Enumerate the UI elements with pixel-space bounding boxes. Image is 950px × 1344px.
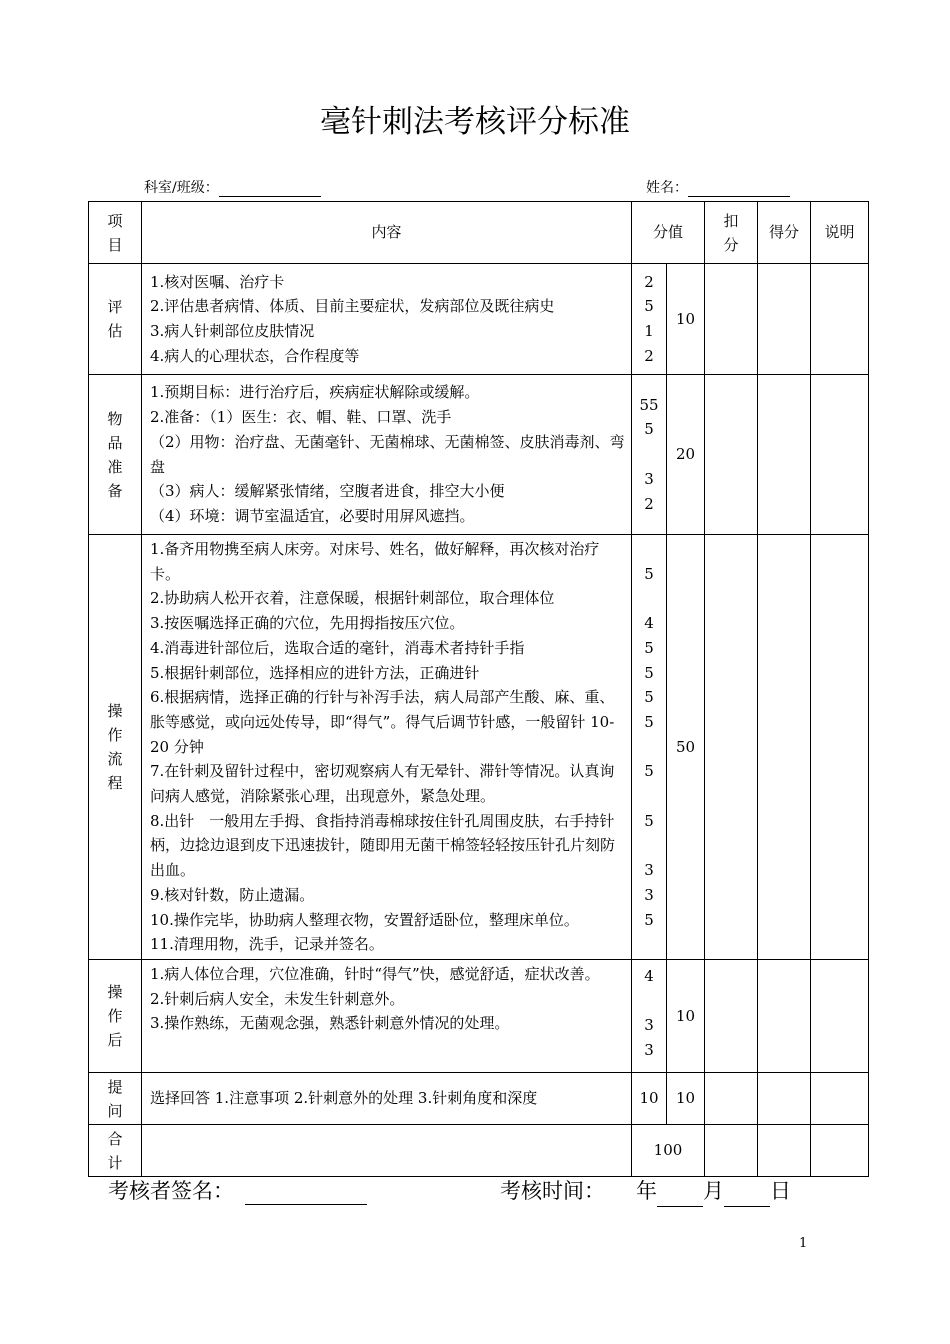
subscore-cell — [632, 535, 667, 960]
score-cell — [758, 375, 811, 535]
content-item: 2.针刺后病人安全，未发生针刺意外。 — [150, 989, 405, 1008]
page-title: 毫针刺法考核评分标准 — [320, 104, 630, 140]
subscore: 5 — [644, 712, 654, 731]
page-number: 1 — [799, 1236, 808, 1251]
content-item: 3.按医嘱选择正确的穴位，先用拇指按压穴位。 — [150, 614, 465, 633]
subscore — [632, 989, 666, 1014]
subscore-cell — [632, 264, 667, 375]
subscore — [632, 442, 666, 467]
name-field — [646, 177, 790, 197]
subscore: 3 — [644, 1041, 654, 1060]
note-cell — [811, 1125, 869, 1177]
score-cell — [758, 264, 811, 375]
subscore: 5 — [644, 910, 654, 929]
content-cell — [142, 375, 632, 535]
day-blank — [724, 1206, 770, 1207]
subscore — [632, 586, 666, 611]
subscore: 55 — [639, 395, 659, 414]
subscore: 5 — [644, 762, 654, 781]
score-cell — [758, 535, 811, 960]
content-item: 5.根据针刺部位，选择相应的进针方法，正确进针 — [150, 663, 480, 682]
content-item: 3.操作熟练，无菌观念强，熟悉针刺意外情况的处理。 — [150, 1014, 510, 1033]
examiner-label: 考核者签名： — [108, 1179, 234, 1203]
section-total-cell: 10 — [667, 264, 705, 375]
score-cell — [758, 960, 811, 1073]
section-row — [89, 960, 869, 1073]
header-note: 说明 — [811, 202, 869, 264]
header-row — [89, 202, 869, 264]
subscore-cell — [632, 960, 667, 1073]
note-cell — [811, 535, 869, 960]
subscore: 3 — [644, 1016, 654, 1035]
content-item: 1.预期目标：进行治疗后，疾病症状解除或缓解。 — [150, 383, 480, 402]
subscore: 3 — [644, 861, 654, 880]
subscore: 5 — [644, 811, 654, 830]
deduct-cell — [705, 960, 758, 1073]
time-label: 考核时间： — [500, 1179, 605, 1203]
subscore — [632, 833, 666, 858]
subscore: 1 — [644, 322, 654, 340]
content-item: 2.准备：（1）医生：衣、帽、鞋、口罩、洗手 — [150, 408, 452, 427]
header-content: 内容 — [142, 202, 632, 264]
note-cell — [811, 264, 869, 375]
subscore — [632, 537, 666, 562]
dept-field — [144, 177, 321, 197]
content-item: 1.备齐用物携至病人床旁。对床号、姓名，做好解释，再次核对治疗卡。 — [150, 540, 600, 583]
total-project: 合计 — [89, 1125, 142, 1177]
section-row — [89, 264, 869, 375]
subscore: 5 — [644, 663, 654, 682]
project-cell: 操作后 — [89, 960, 142, 1073]
subscore: 2 — [644, 272, 654, 291]
content-cell — [142, 960, 632, 1073]
project-cell: 物品准备 — [89, 375, 142, 535]
project-cell: 评估 — [89, 264, 142, 375]
subscore: 2 — [644, 494, 654, 513]
header-points: 分值 — [632, 202, 705, 264]
deduct-cell — [705, 375, 758, 535]
subscore — [632, 784, 666, 809]
content-item: 4.病人的心理状态，合作程度等 — [150, 346, 360, 365]
subscore — [632, 735, 666, 760]
score-cell — [758, 1073, 811, 1125]
content-item: 10.操作完毕，协助病人整理衣物，安置舒适卧位，整理床单位。 — [150, 910, 579, 929]
content-item: 选择回答 1.注意事项 2.针刺意外的处理 3.针刺角度和深度 — [150, 1089, 538, 1108]
note-cell — [811, 375, 869, 535]
subscore: 4 — [644, 967, 654, 985]
content-item: 11.清理用物，洗手，记录并签名。 — [150, 935, 384, 954]
header-project: 项目 — [89, 202, 142, 264]
content-cell — [142, 535, 632, 960]
subscore: 3 — [644, 885, 654, 904]
project-cell: 操作流程 — [89, 535, 142, 960]
note-cell — [811, 960, 869, 1073]
total-points: 100 — [632, 1125, 705, 1177]
content-item: 3.病人针刺部位皮肤情况 — [150, 322, 315, 340]
content-item: 1.病人体位合理，穴位准确，针时“得气”快，感觉舒适，症状改善。 — [150, 965, 600, 983]
content-item: （4）环境：调节室温适宜，必要时用屏风遮挡。 — [150, 506, 475, 525]
content-item: 4.消毒进针部位后，选取合适的毫针，消毒术者持针手指 — [150, 638, 525, 657]
content-item: 2.评估患者病情、体质、目前主要症状，发病部位及既往病史 — [150, 297, 555, 316]
section-total-cell: 20 — [667, 375, 705, 535]
deduct-cell — [705, 264, 758, 375]
header-deduct: 扣分 — [705, 202, 758, 264]
section-total-cell: 50 — [667, 535, 705, 960]
deduct-cell — [705, 1073, 758, 1125]
subscore: 5 — [644, 297, 654, 316]
name-label: 姓名： — [646, 180, 688, 196]
subscore: 2 — [644, 346, 654, 365]
subscore-cell — [632, 375, 667, 535]
content-item: 6.根据病情，选择正确的行针与补泻手法，病人局部产生酸、麻、重、胀等感觉，或向远处传导，即“得气”。得气后调节针感，一般留针 10-20 分钟 — [150, 688, 615, 756]
subscore: 3 — [644, 469, 654, 488]
content-item: 1.核对医嘱、治疗卡 — [150, 272, 285, 291]
subscore: 5 — [644, 564, 654, 583]
subscore: 10 — [639, 1089, 659, 1108]
section-row — [89, 535, 869, 960]
deduct-cell — [705, 535, 758, 960]
content-item: 9.核对针数，防止遗漏。 — [150, 885, 315, 904]
content-item: 2.协助病人松开衣着，注意保暖，根据针刺部位，取合理体位 — [150, 589, 555, 608]
section-total-cell: 10 — [667, 1073, 705, 1125]
content-cell — [142, 264, 632, 375]
deduct-cell — [705, 1125, 758, 1177]
section-row — [89, 1073, 869, 1125]
total-row — [89, 1125, 869, 1177]
examiner-blank — [245, 1204, 367, 1205]
section-row — [89, 375, 869, 535]
subscore: 5 — [644, 638, 654, 657]
subscore — [632, 932, 666, 957]
year-label: 年 — [636, 1179, 657, 1203]
project-cell: 提问 — [89, 1073, 142, 1125]
dept-label: 科室/班级： — [144, 180, 219, 196]
month-blank — [657, 1206, 703, 1207]
section-total-cell: 10 — [667, 960, 705, 1073]
day-label: 日 — [770, 1179, 791, 1203]
score-cell — [758, 1125, 811, 1177]
score-table — [88, 201, 869, 1177]
content-item: 8.出针 一般用左手拇、食指持消毒棉球按住针孔周围皮肤，右手持针柄，边捻边退到皮下迅速拔针，随即用无菌干棉签轻轻按压针孔片刻防出血。 — [150, 811, 616, 880]
subscore-cell — [632, 1073, 667, 1125]
subscore: 4 — [644, 614, 654, 633]
total-content — [142, 1125, 632, 1177]
subscore: 5 — [644, 688, 654, 707]
dept-blank — [219, 178, 321, 197]
month-label: 月 — [703, 1179, 724, 1203]
content-cell — [142, 1073, 632, 1125]
subscore: 5 — [644, 420, 654, 439]
content-item: 7.在针刺及留针过程中，密切观察病人有无晕针、滞针等情况。认真询问病人感觉，消除紧张心理，出现意外，紧急处理。 — [150, 762, 615, 806]
note-cell — [811, 1073, 869, 1125]
content-item: （3）病人：缓解紧张情绪，空腹者进食，排空大小便 — [150, 482, 505, 501]
header-score: 得分 — [758, 202, 811, 264]
content-item: （2）用物：治疗盘、无菌毫针、无菌棉球、无菌棉签、皮肤消毒剂、弯盘 — [150, 432, 625, 476]
name-blank — [688, 178, 790, 197]
